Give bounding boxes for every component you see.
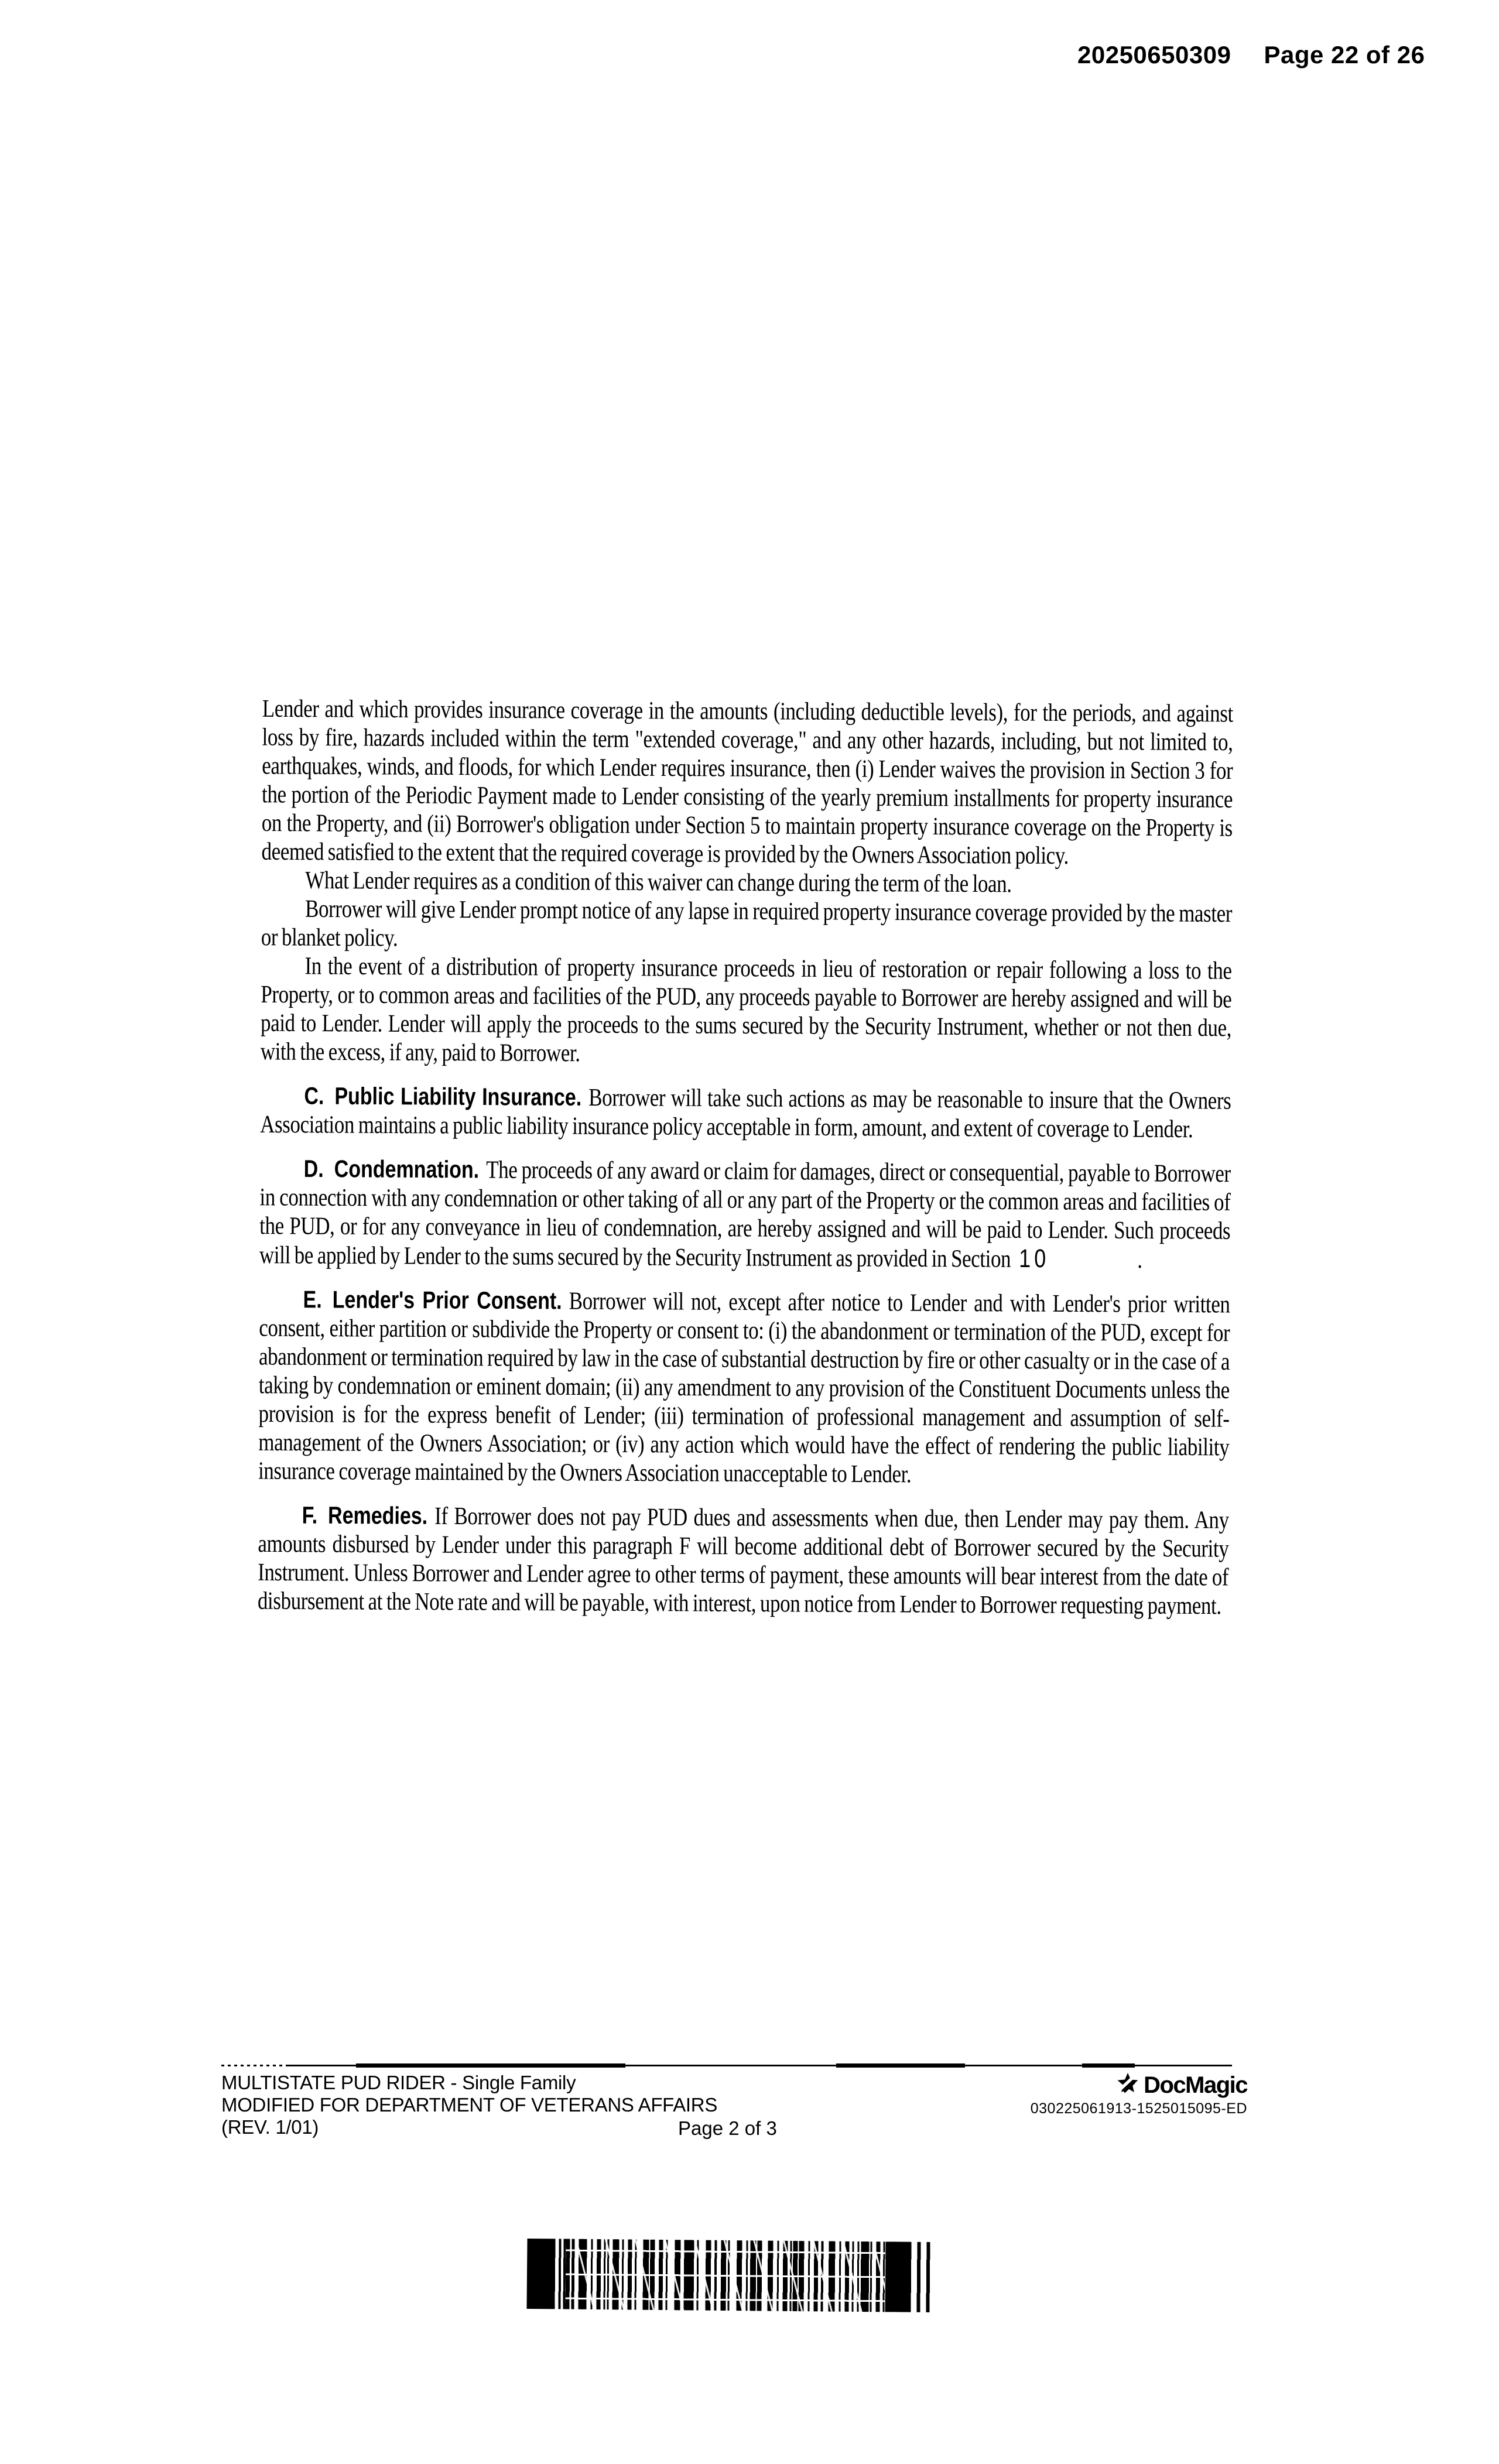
paragraph-waiver-change: What Lender requires as a condition of this waiver can change during the term of the loan. bbox=[305, 866, 1012, 898]
footer-divider-line bbox=[221, 2063, 1232, 2068]
section-letter: E. bbox=[303, 1286, 322, 1314]
section-letter: D. bbox=[303, 1155, 324, 1183]
barcode-end-block bbox=[885, 2241, 932, 2312]
footer-document-id: 030225061913-1525015095-ED bbox=[1030, 2100, 1247, 2117]
section-title: Condemnation. bbox=[334, 1155, 480, 1184]
paragraph-distribution: In the event of a distribution of property insurance proceeds in lieu of restoration or repair following a loss to the Property, or to common areas and facilities of the PUD, any proceeds payable to Borrower are hereby assigned and will be paid to Lender. Lender will apply the proceeds to the sums secured by the Security Instrument, whether or not then due, with the excess, if any, paid to Borrower. bbox=[260, 952, 1232, 1067]
barcode-data-area bbox=[565, 2239, 885, 2312]
section-title: Remedies. bbox=[327, 1502, 428, 1530]
trailing-period: . bbox=[1137, 1245, 1142, 1274]
footer-form-revision: (REV. 1/01) bbox=[221, 2116, 319, 2138]
paragraph-lapse-notice: Borrower will give Lender prompt notice of any lapse in required property insurance coverage provided by the master or blanket policy. bbox=[261, 894, 1233, 952]
section-number-fill-in: 10 bbox=[1019, 1243, 1050, 1273]
docmagic-wordmark: DocMagic bbox=[1144, 2072, 1247, 2098]
page-header bbox=[1077, 41, 1425, 69]
header-page-indicator: Page 22 of 26 bbox=[1264, 41, 1425, 69]
star-swoosh-icon bbox=[1117, 2073, 1139, 2097]
section-letter: C. bbox=[304, 1082, 324, 1110]
docmagic-logo bbox=[1117, 2073, 1247, 2097]
section-body: The proceeds of any award or claim for damages, direct or consequential, payable to Borrower in connection with any condemnation or other taking of all or any part of the Property or the common areas and facilities of the PUD, or for any conveyance in lieu of condemnation, are hereby assigned and will be paid to Lender. Such proceeds will be applied by Lender to the sums secured by the Security Instrument as provided in Section bbox=[259, 1155, 1231, 1273]
section-title: Public Liability Insurance. bbox=[334, 1083, 582, 1111]
footer-form-modification: MODIFIED FOR DEPARTMENT OF VETERANS AFFAIRS bbox=[221, 2094, 718, 2116]
section-title: Lender's Prior Consent. bbox=[332, 1286, 562, 1315]
section-lenders-prior-consent bbox=[258, 1285, 1230, 1490]
footer-brand-block bbox=[1031, 2073, 1247, 2117]
footer-form-name: MULTISTATE PUD RIDER - Single Family bbox=[221, 2072, 576, 2093]
paragraph-continuation: Lender and which provides insurance coverage in the amounts (including deductible levels), for the periods, and against loss by fire, hazards included within the term "extended coverage," and any other hazards, including, but not limited to, earthquakes, winds, and floods, for which Lender requires insurance, then (i) Lender waives the provision in Section 3 for the portion of the Periodic Payment made to Lender consisting of the yearly premium installments for property insurance on the Property, and (ii) Borrower's obligation under Section 5 to maintain property insurance coverage on the Property is deemed satisfied to the extent that the required coverage is provided by the Owners Association policy. bbox=[261, 694, 1233, 870]
stacked-2d-barcode-icon bbox=[526, 2239, 932, 2312]
footer-page-indicator: Page 2 of 3 bbox=[678, 2117, 777, 2139]
section-body: Borrower will take such actions as may be reasonable to insure that the Owners Association maintains a public liability insurance policy acceptable in form, amount, and extent of coverage to Lender. bbox=[260, 1083, 1231, 1143]
section-body: If Borrower does not pay PUD dues and assessments when due, then Lender may pay them. Any amounts disbursed by Lender under this paragraph F will become additional debt of Borrower secured by the Security Instrument. Unless Borrower and Lender agree to other terms of payment, these amounts will bear interest from the date of disbursement at the Note rate and will be payable, with interest, upon notice from Lender to Borrower requesting payment. bbox=[257, 1501, 1229, 1620]
section-letter: F. bbox=[302, 1501, 318, 1529]
barcode-start-block bbox=[526, 2239, 566, 2309]
document-body bbox=[258, 694, 1233, 1620]
section-public-liability bbox=[260, 1082, 1231, 1144]
section-remedies bbox=[258, 1501, 1229, 1620]
footer-form-identification bbox=[221, 2072, 717, 2138]
document-number: 20250650309 bbox=[1077, 41, 1231, 69]
section-condemnation bbox=[259, 1155, 1231, 1275]
section-body: Borrower will not, except after notice to Lender and with Lender's prior written consent, either partition or subdivide the Property or consent to: (i) the abandonment or termination of the PUD, except for abandonment or termination required by law in the case of substantial destruction by fire or other casualty or in the case of a taking by condemnation or eminent domain; (ii) any amendment to any provision of the Constituent Documents unless the provision is for the express benefit of Lender; (iii) termination of professional management and assumption of self-management of the Owners Association; or (iv) any action which would have the effect of rendering the public liability insurance coverage maintained by the Owners Association unacceptable to Lender. bbox=[258, 1286, 1230, 1488]
